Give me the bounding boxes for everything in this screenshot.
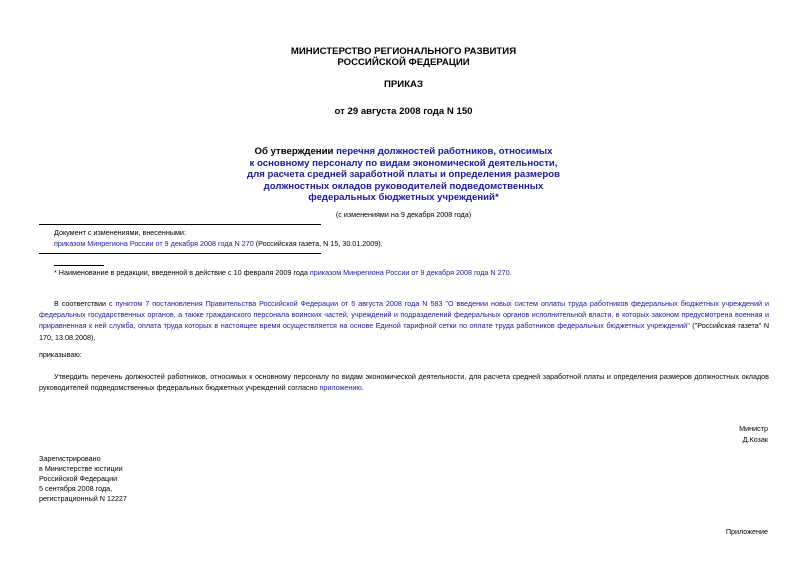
approval-end: . [361,383,364,393]
title-line-2[interactable]: к основному персоналу по видам экономической деятельности, [249,157,558,169]
registration-line-2: в Министерстве юстиции [39,464,123,473]
changes-reference [54,239,383,249]
amendment-note: (с изменениями на 9 декабря 2008 года) [335,210,472,219]
registration-line-1: Зарегистрировано [39,454,101,463]
signature-name: Д.Козак [742,435,768,444]
footnote-suffix: . [509,268,512,277]
footnote-text: * Наименование в редакции, введенной в действие с 10 февраля 2009 года [54,268,310,277]
approval-text: Утвердить перечень должностей работников, относимых к основному персоналу по видам экономической деятельности, для расчета средней заработной платы и определения размеров должностных окладов руководителей подведомственных федеральных бюджетных учреждений согласно [39,372,769,393]
order-word: приказываю: [39,350,82,359]
registration-block [39,454,127,504]
title-line-5[interactable]: федеральных бюджетных учреждений* [308,192,499,203]
title-line-1 [0,146,807,158]
footnote [54,268,512,278]
title-line-4[interactable]: должностных окладов руководителей подведомственных [263,180,544,192]
ministry-name-line1: МИНИСТЕРСТВО РЕГИОНАЛЬНОГО РАЗВИТИЯ [290,46,517,57]
preamble-start: В соответствии с [54,299,116,308]
document-type: ПРИКАЗ [384,79,423,90]
footnote-link[interactable]: приказом Минрегиона России от 9 декабря 2008 года N 270 [309,268,510,277]
approval-paragraph [39,371,769,393]
changes-suffix: (Российская газета, N 15, 30.01.2009). [253,239,383,248]
registration-line-3: Российской Федерации [39,474,118,483]
ministry-name-line2: РОССИЙСКОЙ ФЕДЕРАЦИИ [337,57,470,68]
document-title [0,146,807,204]
appendix-label: Приложение [725,527,768,536]
changes-label: Документ с изменениями, внесенными: [54,228,186,237]
preamble-paragraph [39,298,769,343]
title-prefix: Об утверждении [254,146,337,157]
document-date-number: от 29 августа 2008 года N 150 [334,106,473,117]
changes-link[interactable]: приказом Минрегиона России от 9 декабря 2008 года N 270 [54,239,254,248]
divider-bottom [39,253,321,254]
title-link[interactable]: перечня должностей работников, относимых [336,146,553,157]
registration-line-5: регистрационный N 12227 [39,494,127,503]
appendix-link[interactable]: приложению [319,383,362,393]
resolution-link[interactable]: пунктом 7 постановления Правительства Российской Федерации от 5 августа 2008 года N 583 "О введении новых систем оплаты труда работников федеральных бюджетных учреждений и федеральных государственных органов, а также гражданского персонала воинских частей, учреждений и подразделений федеральных органов исполнительной власти, в которых законом предусмотрена военная и приравненная к ней служба, оплата труда которых в настоящее время осуществляется на основе Единой тарифной сетки по оплате труда работников федеральных бюджетных учреждений" [39,299,769,331]
title-line-3[interactable]: для расчета средней заработной платы и определения размеров [247,169,560,180]
footnote-rule [54,265,104,266]
divider-top [39,224,321,225]
signature-position: Министр [739,424,768,433]
registration-line-4: 5 сентября 2008 года, [39,484,113,493]
preamble-end: ("Российская газета" N 170, 13.08.2008), [39,321,770,342]
